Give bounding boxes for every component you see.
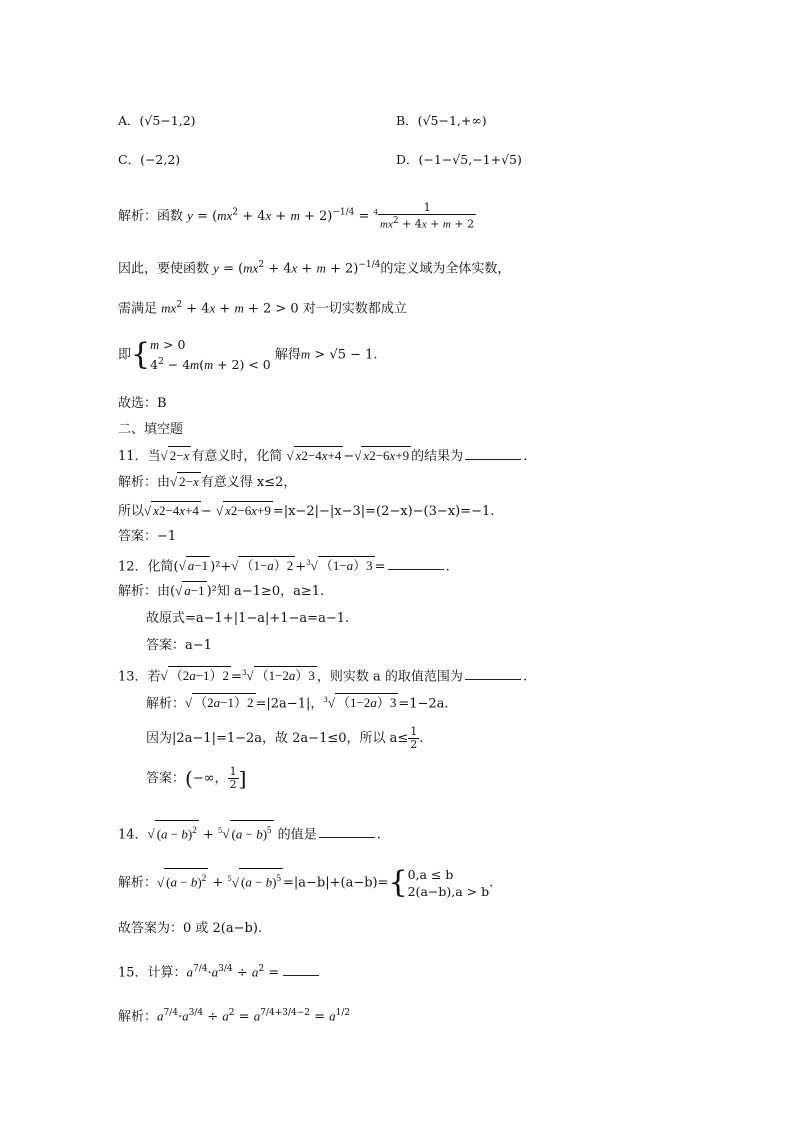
q11-analysis: 解析：由√ 2−x 有意义得 x≤2， [118, 474, 297, 490]
q12-step: 故原式=a−1+|1−a|+1−a=a−1. [146, 611, 350, 626]
q15-question: 15．计算：$a^{7/4}\cdot a^{3/4} \div a^2$ = [118, 960, 319, 982]
q11-so: 所以√ x2−4x+4 − √ x2−6x+9 =|x−2|−|x−3|=(2−x)−(3−x)=−1. [118, 503, 495, 519]
q14-analysis: 解析：√ $(a - b)^2 + ^5√$ $(a - b)^5 =|a-b|+(a-b)=${ 0,a ≤ b 2(a−b),a > b . [118, 865, 494, 900]
q11-question: 11．当√ 2−x 有意义时，化简 √ x2−4x+4 −√ x2−6x+9 的结果为 . [118, 448, 528, 464]
analysis10-line2: 因此，要使函数 $y = (mx^2 + 4x + m + 2)^{-1/4}$的定义域为全体实数， [118, 260, 511, 277]
q11-answer: 答案：−1 [118, 529, 177, 544]
q12-analysis: 解析：由(√ a−1 )²知 a−1≥0，a≥1. [118, 583, 325, 599]
section-title: 二、填空题 [118, 422, 184, 437]
analysis10-answer: 故选：B [118, 396, 167, 411]
analysis10-line1: 解析：函数 $y = (mx^2 + 4x + m + 2)^{-1/4} = ^4$ $\frac{1}{mx^2 + 4x + m + 2}$ [118, 201, 475, 231]
q14-question: 14．√ $(a - b)^2 + ^5√$ $(a - b)^5$ 的值是 . [118, 820, 381, 844]
option-c: C．(−2,2) [118, 152, 181, 167]
q13-question: 13．若√ （2a−1）2 =$^3$√ （1−2a）3 ，则实数 a 的取值范围为 . [118, 668, 528, 685]
q13-answer: 答案：(−∞， $\frac{1}{2}$ ] [146, 765, 247, 791]
q14-answer: 故答案为：0 或 2(a−b). [118, 921, 263, 936]
analysis10-line4: 即{ m > 0 $4^2 - 4m(m + 2) < 0$ 解得m > √5 − 1. [118, 337, 378, 373]
option-b: B．(√5−1,+∞) [396, 113, 487, 128]
option-a: A．(√5−1,2) [118, 113, 196, 128]
q15-analysis: 解析：$a^{7/4}\cdot a^{3/4} \div a^2 = a^{7/4+3/4-2} = a^{1/2}$ [118, 1008, 351, 1025]
q12-question: 12．化简(√ a−1 )²+√ （1−a）2 +$^3$√ （1−a）3 = . [118, 558, 450, 575]
q12-answer: 答案：a−1 [146, 638, 212, 653]
option-d: D．(−1−√5,−1+√5) [396, 152, 522, 167]
q13-because: 因为|2a−1|=1−2a，故 2a−1≤0，所以 a≤ $\frac{1}{2}$ . [146, 725, 424, 751]
analysis10-line3: 需满足 $mx^2 + 4x + m + 2 > 0$ 对一切实数都成立 [118, 300, 407, 317]
q13-analysis: 解析：√ （2a−1）2 =|2a−1|，$^3$√ （1−2a）3 =1−2a. [146, 695, 449, 712]
